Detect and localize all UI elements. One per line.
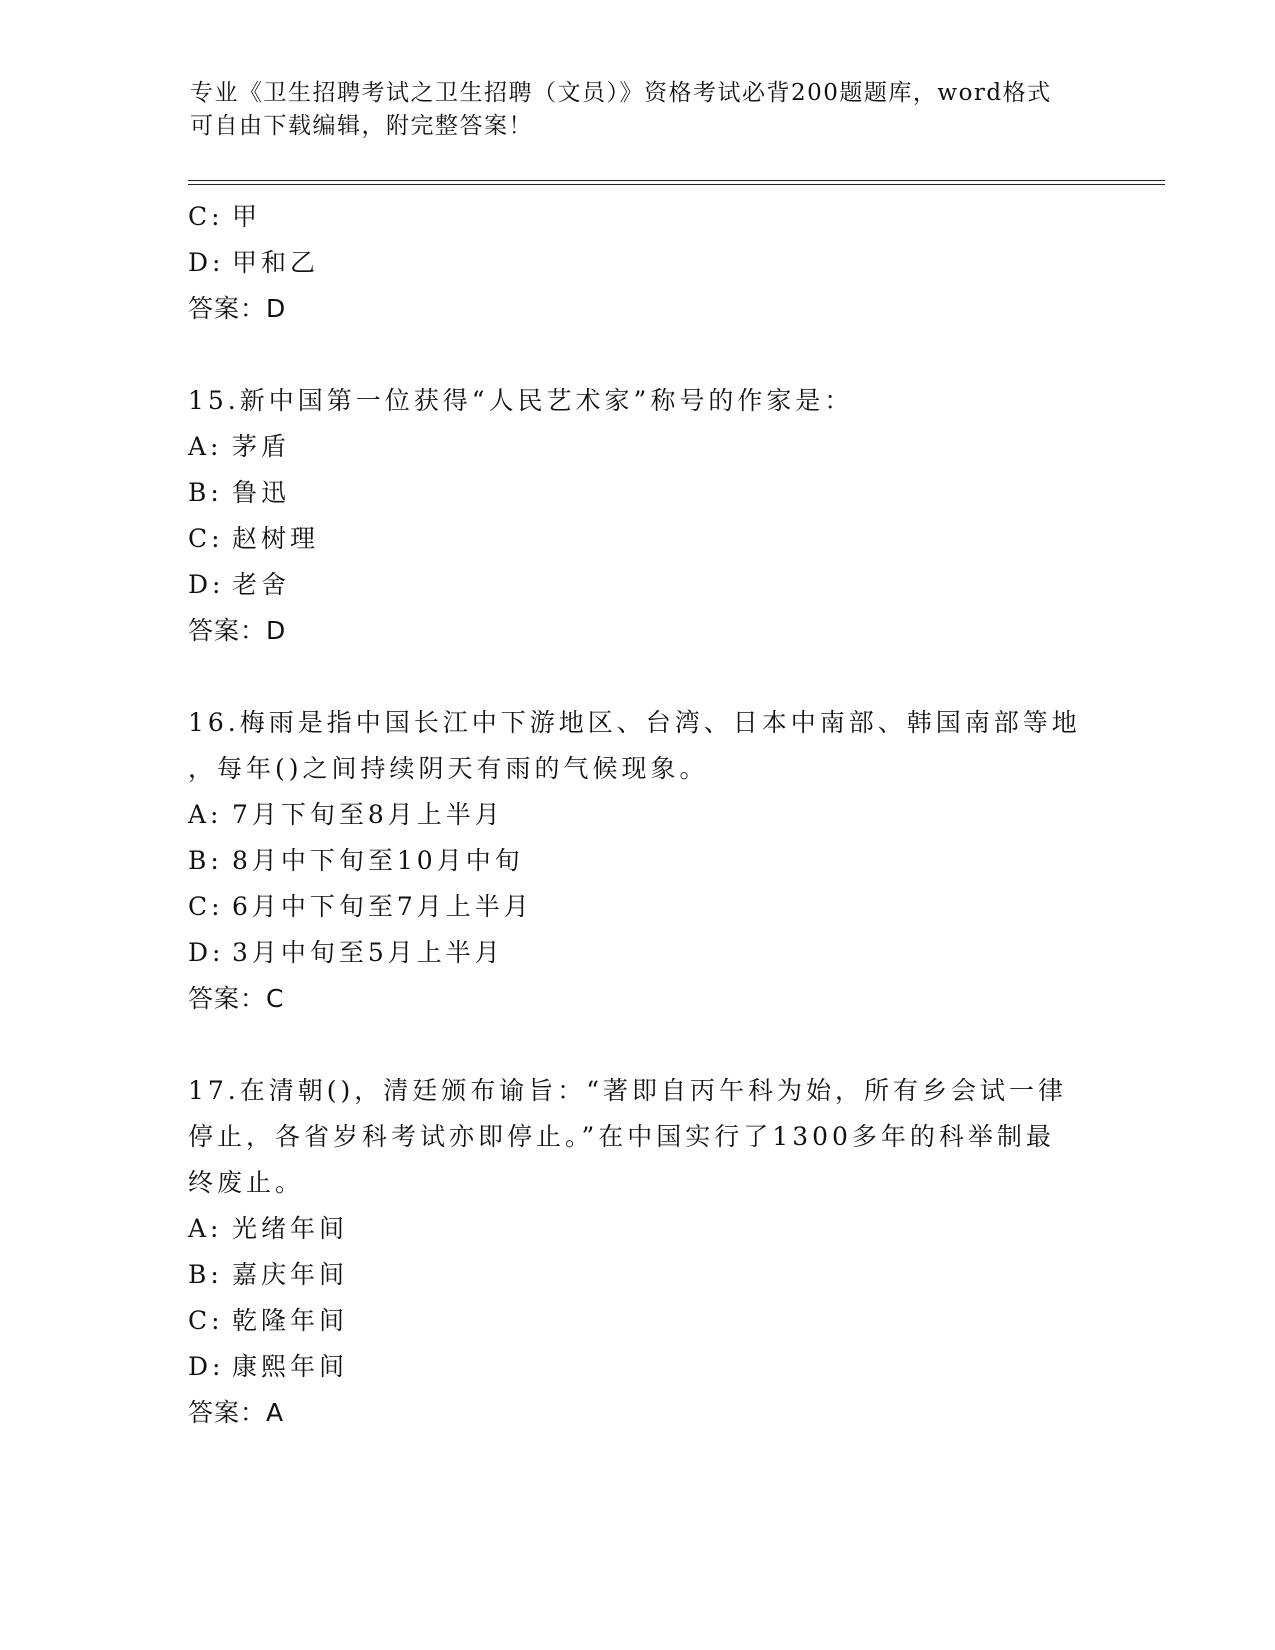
option-letter: C: xyxy=(188,524,224,553)
question-list xyxy=(188,194,1088,1436)
option-c xyxy=(188,884,1088,930)
option-text: 老舍 xyxy=(232,570,291,599)
answer-line: 答案：D xyxy=(188,616,287,645)
option-text: 甲和乙 xyxy=(232,248,320,277)
option-letter: A: xyxy=(188,800,223,829)
option-letter: C: xyxy=(188,1306,224,1335)
option-letter: C: xyxy=(188,892,224,921)
option-b xyxy=(188,470,1088,516)
option-b xyxy=(188,1252,1088,1298)
option-a xyxy=(188,424,1088,470)
option-letter: B: xyxy=(188,1260,223,1289)
option-text: 嘉庆年间 xyxy=(232,1260,349,1289)
option-c xyxy=(188,516,1088,562)
option-d xyxy=(188,930,1088,976)
option-letter: D: xyxy=(188,1352,225,1381)
option-letter: D: xyxy=(188,248,225,277)
option-d xyxy=(188,562,1088,608)
option-letter: A: xyxy=(188,432,223,461)
question-17 xyxy=(188,1068,1088,1436)
answer-line: 答案：A xyxy=(188,1398,285,1427)
question-stem: 17.在清朝()，清廷颁布谕旨：“著即自丙午科为始，所有乡会试一律 xyxy=(188,1076,1068,1105)
question-stem: 16.梅雨是指中国长江中下游地区、台湾、日本中南部、韩国南部等地 xyxy=(188,708,1081,737)
option-letter: D: xyxy=(188,938,225,967)
option-text: 康熙年间 xyxy=(232,1352,349,1381)
option-b xyxy=(188,838,1088,884)
header-rule-top xyxy=(188,180,1165,181)
question-stem-continued: 停止，各省岁科考试亦即停止。”在中国实行了1300多年的科举制最 xyxy=(188,1122,1055,1151)
answer-line: 答案：D xyxy=(188,294,287,323)
option-text: 乾隆年间 xyxy=(232,1306,349,1335)
question-stem: 15.新中国第一位获得“人民艺术家”称号的作家是： xyxy=(188,386,854,415)
header-rule-bottom xyxy=(188,184,1165,185)
option-letter: A: xyxy=(188,1214,223,1243)
option-letter: D: xyxy=(188,570,225,599)
option-d xyxy=(188,240,1088,286)
question-stem-continued: ，每年()之间持续阴天有雨的气候现象。 xyxy=(188,754,709,783)
option-text: 光绪年间 xyxy=(232,1214,349,1243)
answer-line: 答案：C xyxy=(188,984,285,1013)
document-title-line-1: 专业《卫生招聘考试之卫生招聘（文员）》资格考试必背200题题库，word格式 xyxy=(190,80,1052,106)
option-text: 3月中旬至5月上半月 xyxy=(232,938,504,967)
option-c xyxy=(188,1298,1088,1344)
option-text: 7月下旬至8月上半月 xyxy=(232,800,504,829)
question-16 xyxy=(188,700,1088,1022)
option-text: 6月中下旬至7月上半月 xyxy=(232,892,533,921)
option-text: 8月中下旬至10月中旬 xyxy=(232,846,524,875)
option-a xyxy=(188,792,1088,838)
option-letter: B: xyxy=(188,478,223,507)
option-d xyxy=(188,1344,1088,1390)
option-text: 鲁迅 xyxy=(232,478,291,507)
question-15 xyxy=(188,378,1088,654)
previous-question-tail xyxy=(188,194,1088,332)
question-stem-continued: 终废止。 xyxy=(188,1168,305,1197)
document-title-line-2: 可自由下载编辑，附完整答案！ xyxy=(190,113,533,139)
option-a xyxy=(188,1206,1088,1252)
option-letter: C: xyxy=(188,202,224,231)
option-c xyxy=(188,194,1088,240)
option-text: 赵树理 xyxy=(232,524,320,553)
option-text: 甲 xyxy=(232,202,262,231)
option-text: 茅盾 xyxy=(232,432,291,461)
option-letter: B: xyxy=(188,846,223,875)
